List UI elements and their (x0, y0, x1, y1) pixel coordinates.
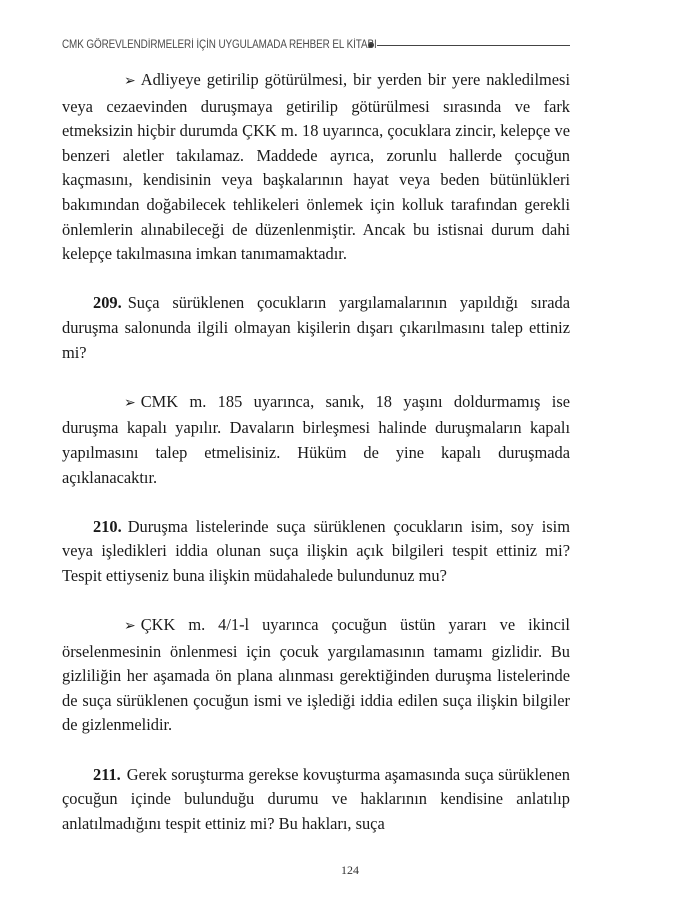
paragraph-gap (62, 738, 570, 763)
arrow-bullet-icon: ➢ (124, 74, 136, 89)
page-number: 124 (341, 863, 359, 877)
header-rule (377, 45, 570, 46)
paragraph-gap (62, 490, 570, 515)
question-number: 210. (93, 516, 122, 536)
answer-paragraph (62, 390, 570, 490)
question-paragraph (62, 515, 570, 589)
paragraph-text: Gerek soruşturma gerekse kovuşturma aşamasında suça sürüklenen çocuğun içinde bulunduğu durumu ve haklarının kendisine anlatılıp anlatılmadığını tespit ettiniz mi? Bu hakları, suça (62, 764, 570, 833)
question-number: 211. (93, 764, 121, 784)
answer-paragraph (62, 68, 570, 267)
question-paragraph (62, 291, 570, 365)
page-body (62, 68, 570, 836)
paragraph-text: Suça sürüklenen çocukların yargılamalarının yapıldığı sırada duruşma salonunda ilgili olmayan kişilerin dışarı çıkarılmasını talep ettiniz mi? (62, 293, 570, 362)
header-title: CMK GÖREVLENDİRMELERİ İÇİN UYGULAMADA REHBER EL KİTABI (62, 39, 377, 51)
paragraph-text: Duruşma listelerinde suça sürüklenen çocukların isim, soy isim veya işledikleri iddia olunan suça ilişkin açık bilgileri tespit ettiniz mi? Tespit ettiyseniz buna ilişkin müdahalede bulundunuz mu? (62, 516, 570, 585)
paragraph-gap (62, 365, 570, 390)
arrow-bullet-icon: ➢ (124, 619, 136, 635)
question-paragraph (62, 763, 570, 837)
arrow-bullet-icon: ➢ (124, 395, 136, 411)
paragraph-gap (62, 588, 570, 613)
answer-paragraph (62, 613, 570, 738)
paragraph-text: Adliyeye getirilip götürülmesi, bir yerden bir yere nakledilmesi veya cezaevinden duruşmaya getirilip götürülmesi sırasında ve fark etmeksizin hiçbir durumda ÇKK m. 18 uyarınca, çocuklara zincir, kelepçe ve benzeri aletler takılamaz. Maddede ayrıca, zorunlu hallerde çocuğun kaçmasını, kendisinin veya başkalarının hayat veya beden bütünlükleri bakımından doğabilecek tehlikeleri önlemek için kolluk tarafından gerekli önlemlerin alınabileceği de düzenlenmiştir. Ancak bu istisnai durum dahi kelepçe takılmasına imkan tanımamaktadır. (62, 70, 570, 264)
question-number: 209. (93, 293, 122, 313)
paragraph-gap (62, 267, 570, 292)
running-header (62, 36, 570, 54)
paragraph-text: ÇKK m. 4/1-l uyarınca çocuğun üstün yararı ve ikincil örselenmesinin önlenmesi için çocuk yargılamasının tamamı gizlidir. Bu gizliliğin her aşamada ön plana alınması gerektiğinden duruşma listelerinde de suça sürüklenen çocuğun ismi ve işlediği iddia edilen suça ilişkin bilgiler de gizlenmelidir. (62, 615, 570, 735)
paragraph-text: CMK m. 185 uyarınca, sanık, 18 yaşını doldurmamış ise duruşma kapalı yapılır. Davaların birleşmesi halinde duruşmaların kapalı yapılmasını talep etmelisiniz. Hüküm de yine kapalı duruşmada açıklanacaktır. (62, 391, 570, 487)
